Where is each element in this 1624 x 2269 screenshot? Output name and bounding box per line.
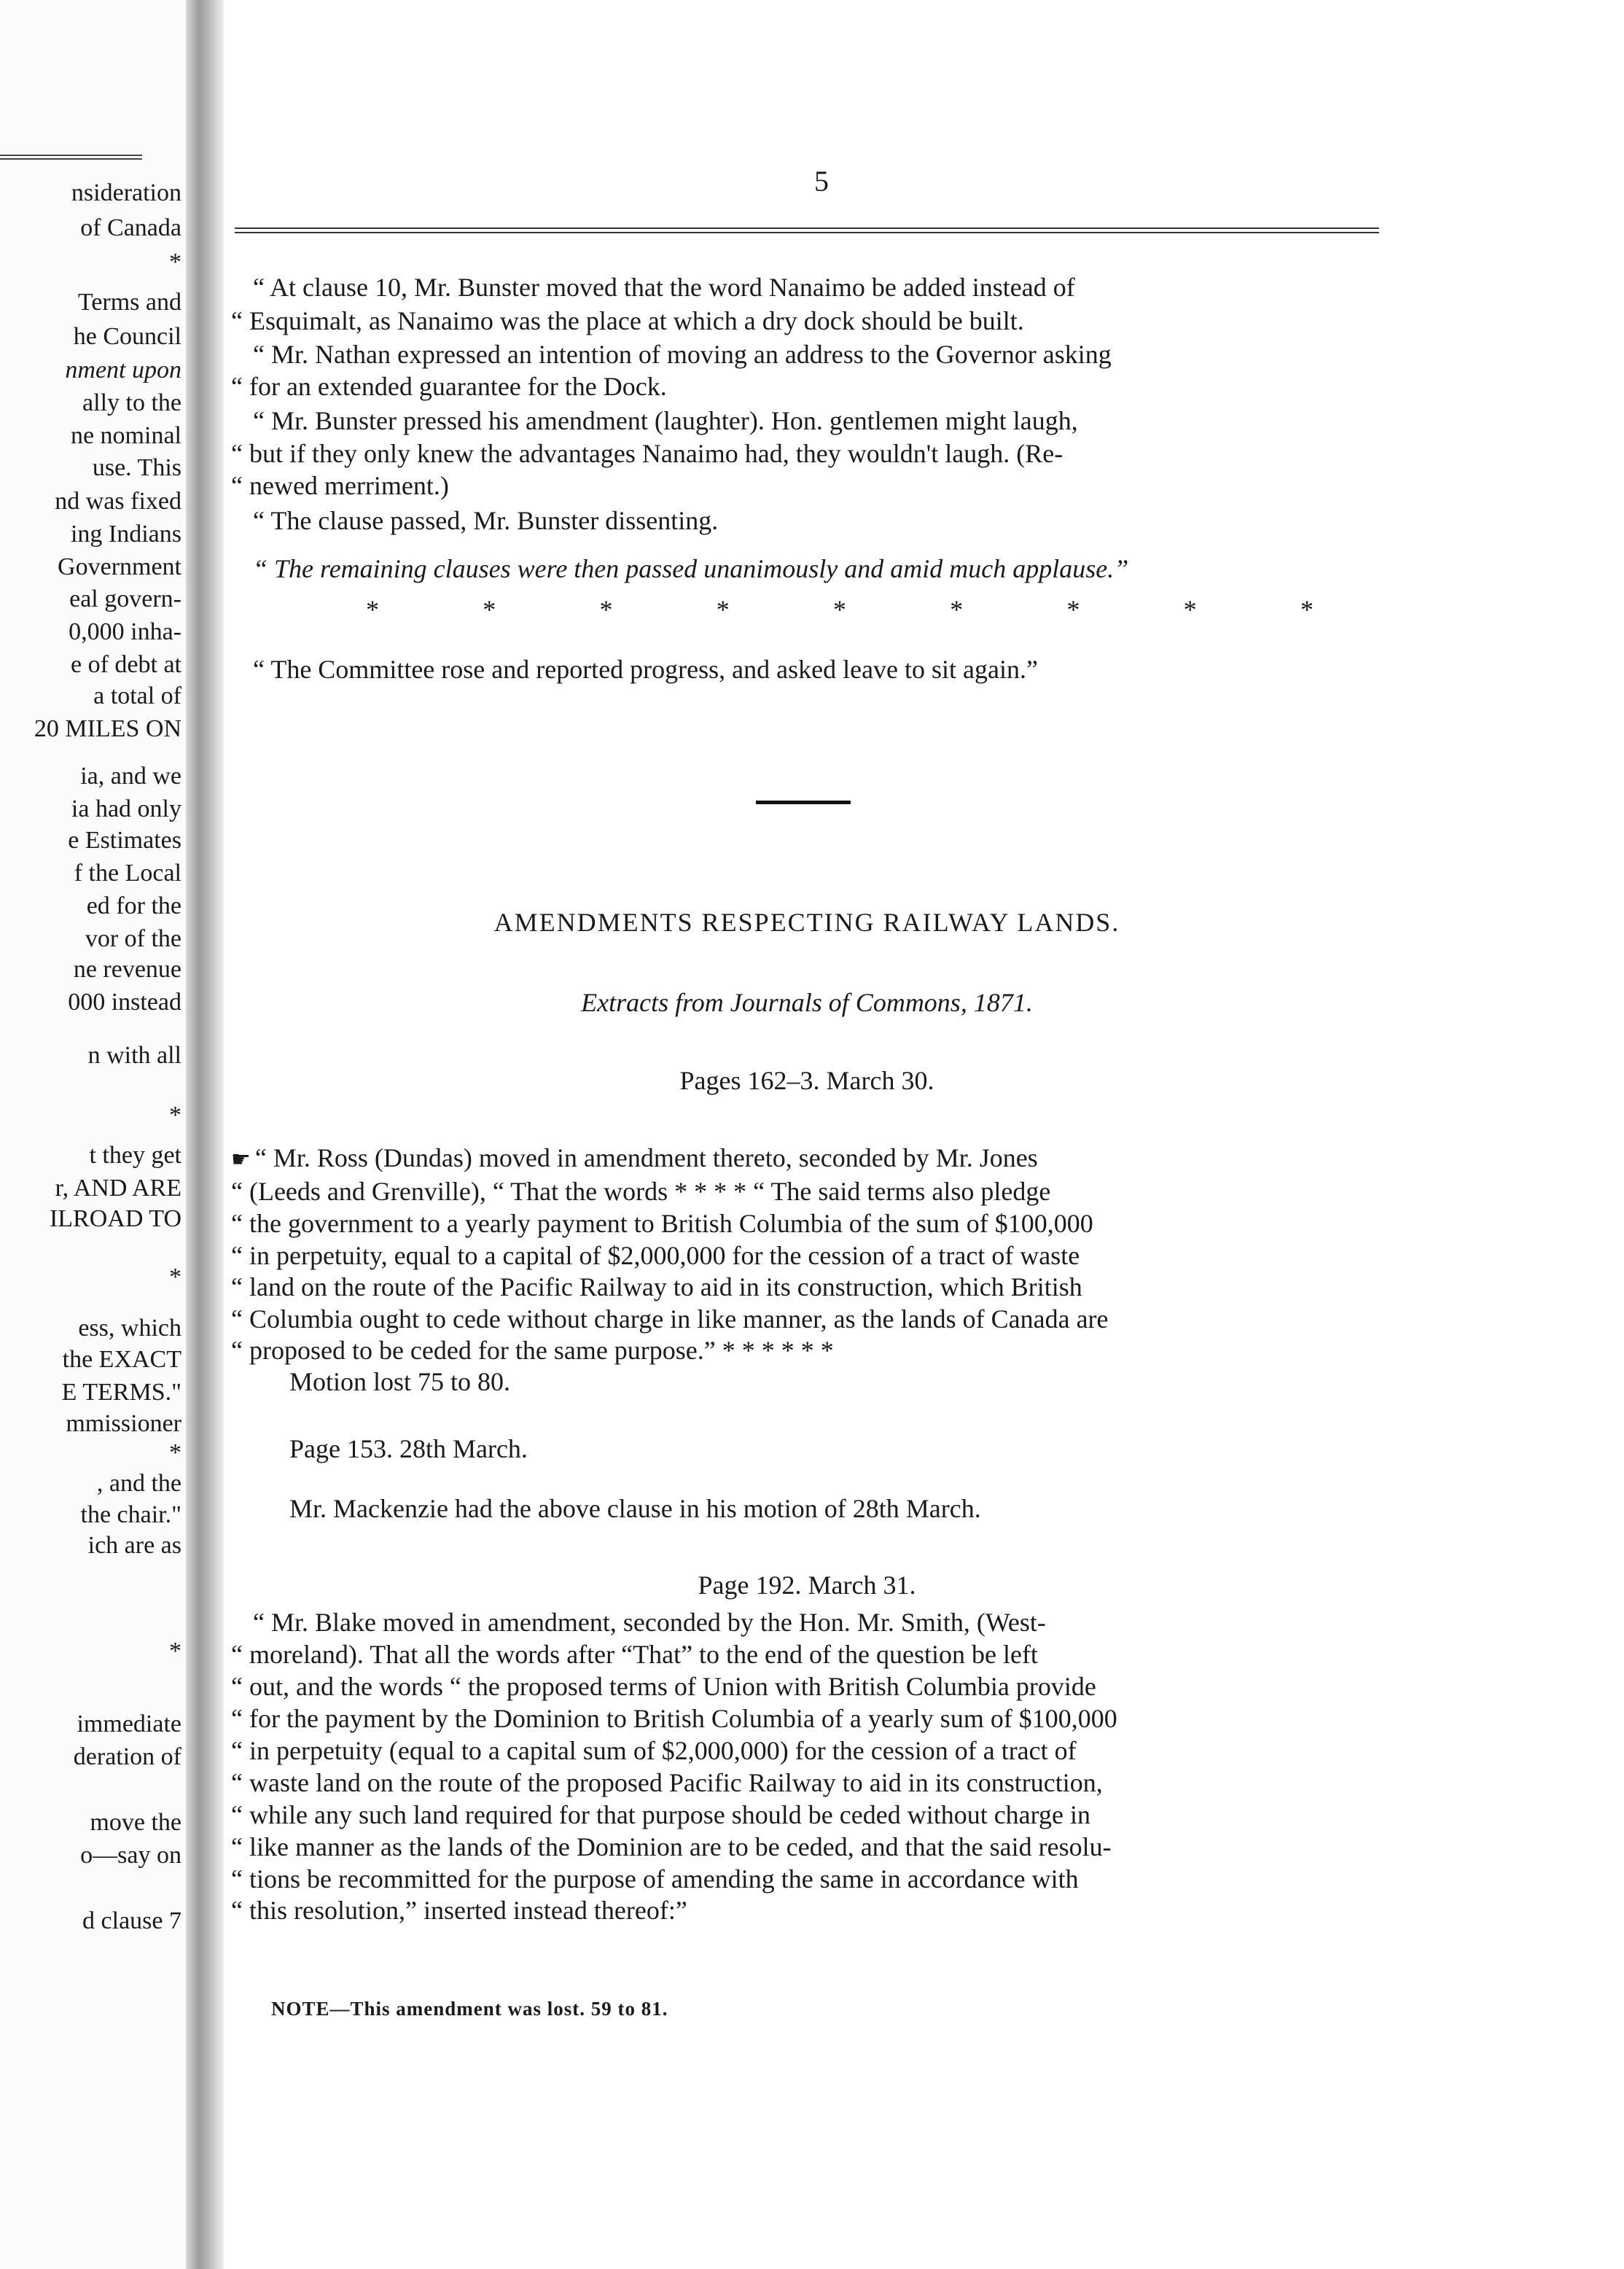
header-rule	[235, 227, 1379, 233]
star: *	[1300, 595, 1313, 624]
star: *	[950, 595, 964, 624]
section-title: Page 192. March 31.	[698, 1571, 916, 1600]
facing-page-line: move the	[90, 1809, 181, 1836]
motion-result: Motion lost 75 to 80.	[289, 1367, 511, 1396]
facing-page-line: ally to the	[82, 389, 181, 416]
facing-page-line: o—say on	[80, 1842, 181, 1869]
facing-page-line: 000 instead	[68, 989, 181, 1016]
facing-page-line: 20 MILES ON	[34, 715, 181, 742]
remaining-clauses: “ The remaining clauses were then passed unanimously and amid much applause.”	[253, 554, 1129, 583]
facing-page-line: *	[169, 1264, 181, 1291]
facing-page-line: ne nominal	[70, 422, 181, 449]
facing-page-line: ing Indians	[70, 521, 181, 548]
facing-page-line: of Canada	[80, 214, 181, 241]
facing-page-line: e Estimates	[68, 827, 181, 854]
amendment-line: “ in perpetuity (equal to a capital sum of $2,000,000) for the cession of a tract of	[231, 1736, 1077, 1765]
section-title: Page 153. 28th March.	[289, 1434, 528, 1463]
facing-page-line: nment upon	[65, 357, 181, 384]
star: *	[716, 595, 730, 624]
facing-page-line: , and the	[96, 1470, 181, 1497]
facing-page-line: deration of	[73, 1743, 181, 1770]
amendment-line: “ proposed to be ceded for the same purpose.” * * * * * *	[231, 1336, 834, 1365]
facing-page-line: ich are as	[87, 1532, 181, 1559]
amendment-text: “ Mr. Ross (Dundas) moved in amendment thereto, seconded by Mr. Jones	[254, 1143, 1038, 1172]
facing-page-line: f the Local	[74, 860, 181, 887]
facing-page-line: *	[169, 1638, 181, 1665]
section-heading: AMENDMENTS RESPECTING RAILWAY LANDS.	[493, 908, 1120, 937]
debate-line: “ for an extended guarantee for the Dock.	[231, 372, 667, 401]
amendment-line: “ waste land on the route of the proposed Pacific Railway to aid in its construction,	[231, 1768, 1103, 1797]
facing-page-line: Terms and	[77, 289, 181, 316]
amendment-line: “ like manner as the lands of the Dominion are to be ceded, and that the said resolu-	[231, 1832, 1112, 1861]
amendment-line: “ tions be recommitted for the purpose of amending the same in accordance with	[231, 1864, 1079, 1894]
facing-page-line: nsideration	[71, 179, 181, 206]
amendment-line	[231, 1142, 1397, 1176]
debate-line: “ newed merriment.)	[231, 471, 449, 500]
facing-page-line: d clause 7	[82, 1907, 181, 1934]
facing-page-line: 0,000 inha-	[69, 618, 181, 645]
committee-line: “ The Committee rose and reported progress, and asked leave to sit again.”	[253, 655, 1038, 684]
debate-line: “ Mr. Nathan expressed an intention of moving an address to the Governor asking	[253, 340, 1112, 369]
facing-page-line: ess, which	[78, 1315, 181, 1342]
amendment-line: “ (Leeds and Grenville), “ That the words * * * * “ The said terms also pledge	[231, 1177, 1051, 1206]
star: *	[366, 595, 379, 624]
facing-page-line: the EXACT	[62, 1346, 181, 1373]
star: *	[483, 595, 496, 624]
star: *	[1066, 595, 1080, 624]
facing-page-line: nd was fixed	[55, 488, 181, 515]
facing-page-line: mmissioner	[66, 1410, 181, 1437]
facing-page-line: n with all	[87, 1042, 181, 1069]
facing-page-line: *	[169, 1439, 181, 1466]
facing-page-line: r, AND ARE	[55, 1175, 181, 1202]
page	[224, 0, 1624, 2269]
facing-page-line: e of debt at	[71, 651, 181, 678]
facing-page-line: Government	[58, 553, 181, 580]
amendment-line: “ for the payment by the Dominion to British Columbia of a yearly sum of $100,000	[231, 1704, 1117, 1733]
amendment-line: “ while any such land required for that purpose should be ceded without charge in	[231, 1800, 1090, 1829]
facing-page-line: use. This	[92, 454, 181, 481]
amendment-line: “ Columbia ought to cede without charge in like manner, as the lands of Canada are	[231, 1304, 1109, 1334]
amendment-line: “ the government to a yearly payment to British Columbia of the sum of $100,000	[231, 1209, 1093, 1238]
section-text: Mr. Mackenzie had the above clause in his motion of 28th March.	[289, 1494, 981, 1523]
star: *	[1183, 595, 1197, 624]
debate-line: “ Mr. Bunster pressed his amendment (laughter). Hon. gentlemen might laugh,	[253, 406, 1078, 435]
ellipsis-stars	[366, 594, 1313, 625]
amendment-line: “ in perpetuity, equal to a capital of $2,000,000 for the cession of a tract of waste	[231, 1241, 1080, 1270]
facing-page-rule	[0, 155, 142, 160]
debate-line: “ The clause passed, Mr. Bunster dissenting.	[253, 506, 719, 535]
pointing-hand-icon: ☛	[231, 1148, 251, 1172]
amendment-line: “ land on the route of the Pacific Railway to aid in its construction, which British	[231, 1272, 1082, 1301]
debate-line: “ At clause 10, Mr. Bunster moved that the word Nanaimo be added instead of	[253, 273, 1075, 302]
subheading: Extracts from Journals of Commons, 1871.	[581, 988, 1033, 1017]
facing-page-line: he Council	[73, 323, 181, 350]
section-title: Pages 162–3. March 30.	[679, 1066, 934, 1095]
page-number: 5	[814, 165, 829, 198]
facing-page-line: *	[169, 1102, 181, 1129]
facing-page-line: ia, and we	[80, 763, 181, 790]
facing-page	[0, 0, 186, 2269]
book-gutter	[186, 0, 224, 2269]
facing-page-line: the chair."	[80, 1501, 181, 1528]
facing-page-line: vor of the	[85, 925, 181, 952]
facing-page-line: t they get	[89, 1142, 181, 1169]
amendment-line: “ moreland). That all the words after “That” to the end of the question be left	[231, 1640, 1038, 1669]
facing-page-line: a total of	[93, 682, 181, 709]
section-divider	[756, 801, 851, 804]
facing-page-line: E TERMS."	[61, 1379, 181, 1406]
amendment-line: “ Mr. Blake moved in amendment, seconded by the Hon. Mr. Smith, (West-	[253, 1608, 1046, 1637]
facing-page-line: *	[169, 249, 181, 276]
debate-line: “ Esquimalt, as Nanaimo was the place at which a dry dock should be built.	[231, 306, 1024, 335]
star: *	[833, 595, 846, 624]
facing-page-line: immediate	[77, 1710, 181, 1737]
star: *	[599, 595, 613, 624]
facing-page-line: ILROAD TO	[49, 1205, 181, 1232]
debate-line: “ but if they only knew the advantages Nanaimo had, they wouldn't laugh. (Re-	[231, 439, 1063, 468]
facing-page-line: ne revenue	[73, 956, 181, 983]
footnote: NOTE—This amendment was lost. 59 to 81.	[271, 1998, 668, 2020]
facing-page-line: eal govern-	[69, 585, 181, 612]
facing-page-line: ia had only	[71, 795, 181, 822]
amendment-line: “ this resolution,” inserted instead thereof:”	[231, 1896, 687, 1925]
facing-page-line: ed for the	[86, 892, 181, 919]
amendment-line: “ out, and the words “ the proposed terms of Union with British Columbia provide	[231, 1672, 1096, 1701]
